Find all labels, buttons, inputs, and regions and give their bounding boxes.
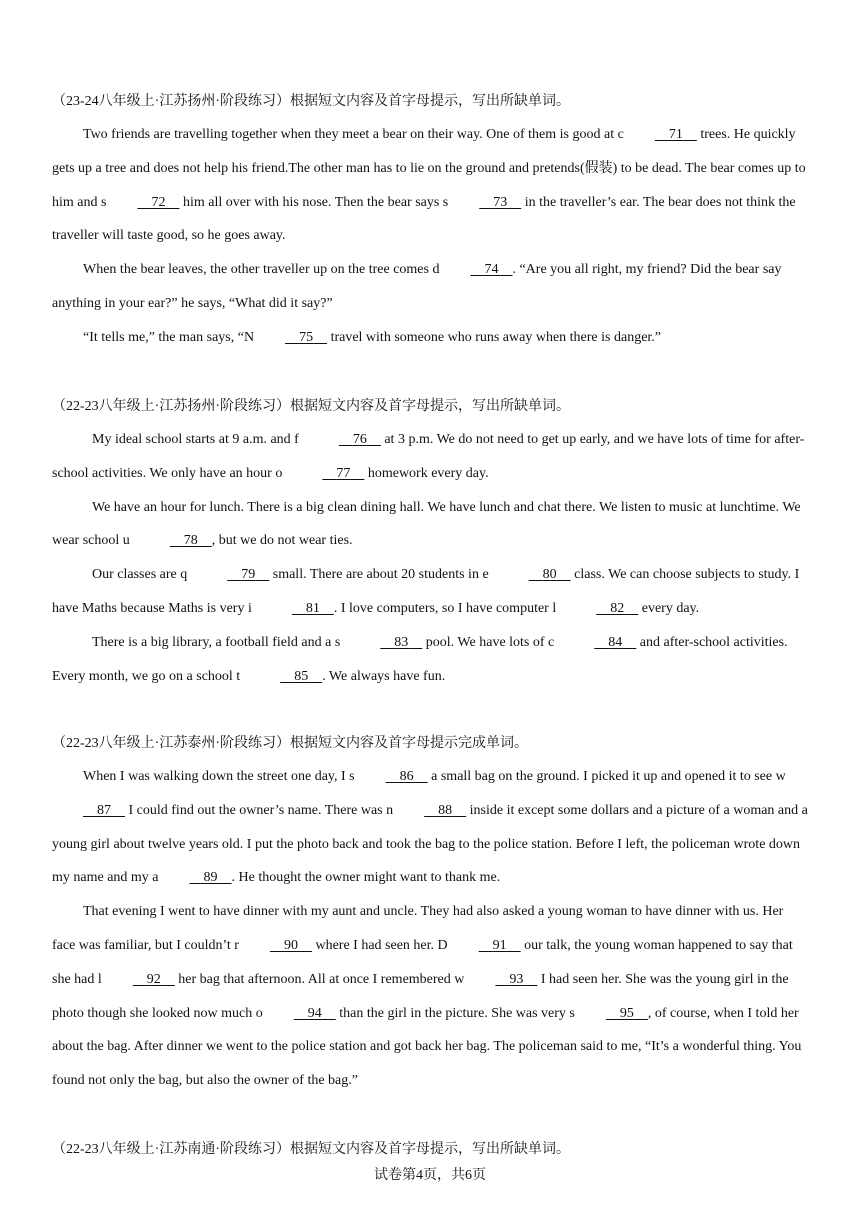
- answer-blank-76[interactable]: 76: [352, 432, 367, 447]
- answer-blank-77[interactable]: 77: [336, 465, 351, 481]
- paragraph: We have an hour for lunch. There is a big clean dining hall. We have lunch and chat there. We listen to music at lunchtime. We wear school u 78 , but we do not wear ties.: [52, 491, 810, 559]
- passage: [52, 423, 810, 693]
- answer-blank-89[interactable]: 89: [203, 870, 218, 886]
- answer-blank-80[interactable]: 80: [542, 567, 557, 583]
- paragraph: My ideal school starts at 9 a.m. and f 76 at 3 p.m. We do not need to get up early, and we have lots of time for after-school activities. We only have an hour o 77 homework every day.: [52, 423, 810, 491]
- answer-blank-71[interactable]: 71: [668, 127, 683, 142]
- passage: [52, 118, 810, 355]
- answer-blank-95[interactable]: 95: [619, 1005, 634, 1021]
- paragraph: Our classes are q 79 small. There are about 20 students in e 80 class. We can choose subjects to study. I have Maths because Maths is very i 81 . I love computers, so I have computer l 82 every day.: [52, 558, 810, 626]
- answer-blank-87[interactable]: 87: [97, 802, 111, 818]
- answer-blank-86[interactable]: 86: [399, 769, 414, 784]
- answer-blank-93[interactable]: 93: [509, 971, 524, 987]
- answer-blank-88[interactable]: 88: [438, 802, 453, 818]
- answer-blank-94[interactable]: 94: [307, 1005, 322, 1021]
- passage: [52, 760, 810, 1098]
- paragraph: When I was walking down the street one day, I s 86 a small bag on the ground. I picked it up and opened it to see w87 I could find out the owner’s name. There was n 88 inside it except some dollars and a picture of a woman and a young girl about twelve years old. I put the photo back and took the bag to the police station. Before I left, the policeman wrote down my name and my a 89 . He thought the owner might want to thank me.: [52, 760, 810, 895]
- paragraph: That evening I went to have dinner with my aunt and uncle. They had also asked a young woman to have dinner with us. Her face was familiar, but I couldn’t r 90 where I had seen her. D 91 our talk, the young woman happened to say that she had l 92 her bag that afternoon. All at once I remembered w 93 I had seen her. She was the young girl in the photo though she looked now much o 94 than the girl in the picture. She was very s 95 , of course, when I told her about the bag. After dinner we went to the police station and got back her bag. The policeman said to me, “It’s a wonderful thing. You found not only the bag, but also the owner of the bag.”: [52, 904, 802, 1089]
- answer-blank-73[interactable]: 73: [493, 194, 508, 210]
- answer-blank-91[interactable]: 91: [492, 937, 507, 953]
- answer-blank-82[interactable]: 82: [610, 600, 625, 616]
- paragraph: Two friends are travelling together when they meet a bear on their way. One of them is good at c 71 trees. He quickly gets up a tree and does not help his friend.The other man has to lie on the ground and pretends(假装) to be dead. The bear comes up to him and s 72 him all over with his nose. Then the bear says s 73 in the traveller’s ear. The bear does not think the traveller will taste good, so he goes away.: [52, 118, 810, 253]
- section-heading: （22-23八年级上·江苏扬州·阶段练习）根据短文内容及首字母提示，写出所缺单词。: [52, 399, 570, 414]
- answer-blank-92[interactable]: 92: [146, 971, 161, 987]
- section-heading: （23-24八年级上·江苏扬州·阶段练习）根据短文内容及首字母提示，写出所缺单词。: [52, 94, 570, 109]
- page-footer: 试卷第4页，共6页: [374, 1168, 486, 1183]
- answer-blank-75[interactable]: 75: [299, 329, 314, 345]
- section-4: [52, 1140, 810, 1166]
- paragraph: When the bear leaves, the other traveller up on the tree comes d 74 . “Are you all right, my friend? Did the bear say anything in your ear?” he says, “What did it say?”: [52, 253, 810, 321]
- answer-blank-81[interactable]: 81: [305, 600, 320, 616]
- section-1: [52, 92, 810, 355]
- answer-blank-83[interactable]: 83: [394, 634, 409, 650]
- section-heading: （22-23八年级上·江苏泰州·阶段练习）根据短文内容及首字母提示完成单词。: [52, 736, 528, 751]
- answer-blank-78[interactable]: 78: [183, 533, 198, 549]
- answer-blank-72[interactable]: 72: [151, 194, 166, 210]
- section-heading: （22-23八年级上·江苏南通·阶段练习）根据短文内容及首字母提示，写出所缺单词。: [52, 1142, 570, 1157]
- section-2: [52, 397, 810, 693]
- section-3: [52, 734, 810, 1098]
- answer-blank-74[interactable]: 74: [484, 262, 499, 278]
- paragraph: “It tells me,” the man says, “N 75 travel with someone who runs away when there is danger.”: [52, 321, 810, 355]
- paragraph: There is a big library, a football field and a s 83 pool. We have lots of c 84 and after-school activities. Every month, we go on a school t 85 . We always have fun.: [52, 626, 810, 694]
- answer-blank-79[interactable]: 79: [241, 567, 256, 583]
- answer-blank-84[interactable]: 84: [608, 634, 623, 650]
- answer-blank-85[interactable]: 85: [294, 668, 309, 684]
- answer-blank-90[interactable]: 90: [283, 937, 298, 953]
